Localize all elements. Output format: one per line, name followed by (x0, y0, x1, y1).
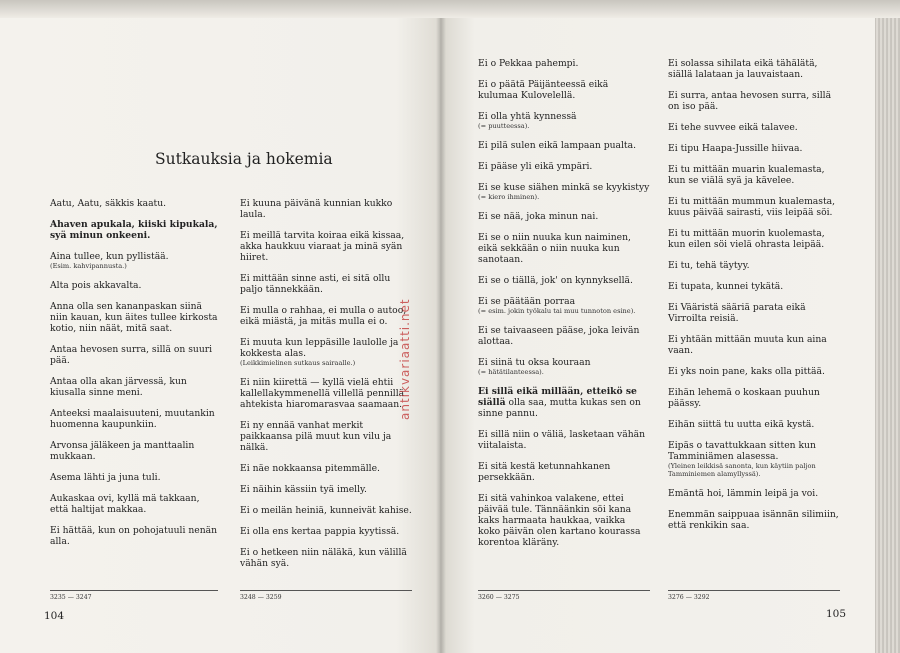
entry-range: 3235 — 3247 (50, 594, 92, 601)
saying-text: Ei tu mittään muarin kualemasta, kun se viälä syä ja kävelee. (668, 164, 825, 186)
saying-text: Ei sillä niin o väliä, lasketaan vähän viitalaista. (478, 429, 646, 451)
saying-entry (240, 230, 412, 263)
saying-entry (668, 281, 840, 292)
entry-range: 3276 — 3292 (668, 594, 710, 601)
saying-text: Ei se nää, joka minun nai. (478, 211, 599, 222)
saying-entry (50, 472, 218, 483)
page-edge (875, 18, 900, 653)
saying-text: Ei o päätä Päijänteessä eikä kulumaa Kulovelellä. (478, 79, 609, 101)
saying-text: Arvonsa jäläkeen ja manttaalin mukkaan. (50, 440, 195, 462)
saying-text: Ei se taivaaseen pääse, joka leivän alottaa. (478, 325, 640, 347)
saying-text: Ei mittään sinne asti, ei sitä ollu paljo tännekkään. (240, 273, 391, 295)
saying-entry (240, 377, 412, 410)
saying-text: Ei o hetkeen niin näläkä, kun välillä vähän syä. (240, 547, 407, 569)
saying-entry: Ei sillä eikä millään, etteikö se siällä olla saa, mutta kukas sen on sinne pannu. (478, 386, 641, 419)
saying-entry (478, 296, 650, 315)
page-title: Sutkauksia ja hokemia (155, 150, 333, 168)
saying-text: Ei pilä sulen eikä lampaan pualta. (478, 140, 637, 151)
saying-text: Aukaskaa ovi, kyllä mä takkaan, että haltijat makkaa. (50, 493, 200, 515)
saying-entry (668, 366, 840, 377)
saying-entry (240, 463, 412, 474)
saying-entry (478, 325, 650, 347)
saying-entry (668, 196, 840, 218)
saying-entry (478, 182, 650, 201)
saying-text: Ei solassa sihilata eikä tähälätä, siällä lalataan ja lauvaistaan. (668, 58, 818, 80)
saying-text: Emäntä hoi, lämmin leipä ja voi. (668, 488, 819, 499)
saying-entry (478, 357, 650, 376)
saying-text: Ei mulla o rahhaa, ei mulla o autoo, eikä miästä, ja mitäs mulla ei o. (240, 305, 407, 327)
saying-note: (Esim. kahvipannusta.) (50, 262, 127, 270)
saying-entry (668, 122, 840, 133)
saying-text: Eihän lehemä o koskaan puuhun päässy. (668, 387, 820, 409)
saying-text: Ei tu mittään muorin kuolemasta, kun eilen söi vielä ohrasta leipää. (668, 228, 825, 250)
page-number-left: 104 (44, 610, 65, 622)
saying-entry (240, 484, 412, 495)
saying-text: Ei surra, antaa hevosen surra, sillä on iso pää. (668, 90, 832, 112)
saying-bold-part: Ei sillä eikä millään, etteikö se siällä (478, 386, 637, 408)
saying-entry (240, 505, 412, 516)
saying-entry (50, 525, 218, 547)
right-column-2 (668, 58, 840, 541)
saying-text: Ei o meilän heiniä, kunneivät kahise. (240, 505, 412, 516)
watermark-text: antikvariaatti.net (398, 298, 412, 420)
top-shadow (0, 0, 900, 18)
saying-entry (668, 58, 840, 80)
saying-entry (478, 161, 650, 172)
saying-text: Ei se kuse siähen minkä se kyykistyy (478, 182, 650, 193)
saying-text: Asema lähti ja juna tuli. (50, 472, 161, 483)
saying-text: Ei olla ens kertaa pappia kyytissä. (240, 526, 400, 537)
saying-entry (50, 301, 218, 334)
saying-text: Ei olla yhtä kynnessä (478, 111, 577, 122)
saying-text: Ei tipu Haapa-Jussille hiivaa. (668, 143, 803, 154)
saying-entry (668, 488, 840, 499)
saying-entry (478, 79, 650, 101)
saying-text: Ei meillä tarvita koiraa eikä kissaa, akka haukkuu viaraat ja minä syän hiiret. (240, 230, 405, 263)
saying-entry (668, 143, 840, 154)
saying-entry (478, 111, 650, 130)
saying-entry (240, 305, 412, 327)
saying-entry (50, 493, 218, 515)
saying-entry (478, 493, 650, 548)
saying-text: Anna olla sen kananpaskan siinä niin kauan, kun äites tullee kirkosta kotio, niin näät, mitä saat. (50, 301, 218, 334)
left-column-1 (50, 198, 218, 557)
saying-entry (50, 198, 218, 209)
saying-text: Antaa hevosen surra, sillä on suuri pää. (50, 344, 213, 366)
saying-text: Ei o Pekkaa pahempi. (478, 58, 579, 69)
saying-entry (668, 164, 840, 186)
saying-note: (= hätätilanteessa). (478, 368, 544, 376)
saying-entry (668, 440, 840, 478)
saying-text: Antaa olla akan järvessä, kun kiusalla sinne meni. (50, 376, 187, 398)
saying-entry (668, 90, 840, 112)
saying-text: Ei muuta kun leppäsille laulolle ja kokkesta alas. (240, 337, 399, 359)
saying-text: Ei tu mittään mummun kualemasta, kuus päivää sairasti, viis leipää söi. (668, 196, 836, 218)
right-column-1 (478, 58, 650, 558)
saying-entry (50, 376, 218, 398)
saying-entry (478, 275, 650, 286)
left-column-2 (240, 198, 412, 579)
saying-text: Enemmän saippuaa isännän silimiin, että renkikin saa. (668, 509, 839, 531)
saying-note: (= kiero ihminen). (478, 193, 540, 201)
saying-text: Ei se päätään porraa (478, 296, 576, 307)
saying-entry (478, 140, 650, 151)
saying-text: Alta pois akkavalta. (50, 280, 142, 291)
gutter-shadow (436, 18, 446, 653)
saying-entry (478, 232, 650, 265)
saying-text: Ei se o niin nuuka kun naiminen, eikä sekkään o niin nuuka kun sanotaan. (478, 232, 631, 265)
saying-text: Ei Vääristä sääriä parata eikä Virroilta reisiä. (668, 302, 806, 324)
saying-entry (668, 509, 840, 531)
page-number-right: 105 (826, 608, 847, 620)
saying-entry (668, 260, 840, 271)
saying-text: Ei sitä vahinkoa valakene, ettei päivää tule. Tännäänkin söi kana kaks harmaata haukkaa, vaikka koko päivän olen kartano kourassa korentoa kläräny. (478, 493, 641, 548)
saying-entry (668, 228, 840, 250)
saying-text: Anteeksi maalaisuuteni, muutankin huomenna kaupunkiin. (50, 408, 215, 430)
saying-entry (50, 440, 218, 462)
saying-entry (50, 408, 218, 430)
saying-entry (478, 429, 650, 451)
saying-text: Ei näihin kässiin tyä imelly. (240, 484, 367, 495)
footer-rule (50, 590, 218, 591)
saying-text: Ei se o tiällä, jok' on kynnyksellä. (478, 275, 633, 286)
saying-text: Ei tu, tehä täytyy. (668, 260, 750, 271)
saying-entry (50, 280, 218, 291)
saying-text: Ei näe nokkaansa pitemmälle. (240, 463, 380, 474)
saying-text: Ei tupata, kunnei tykätä. (668, 281, 784, 292)
saying-text: Aatu, Aatu, säkkis kaatu. (50, 198, 167, 209)
saying-entry (240, 273, 412, 295)
saying-entry (668, 419, 840, 430)
entry-range: 3260 — 3275 (478, 594, 520, 601)
footer-rule (478, 590, 650, 591)
saying-entry (240, 547, 412, 569)
entry-range: 3248 — 3259 (240, 594, 282, 601)
saying-text: Ei ny ennää vanhat merkit paikkaansa pilä muut kun vilu ja nälkä. (240, 420, 392, 453)
saying-entry (240, 420, 412, 453)
saying-entry (50, 251, 218, 270)
saying-note: (Leikkimielinen sutkaus sairaalle.) (240, 359, 356, 367)
saying-text: Eipäs o tavattukkaan sitten kun Tamminiämen alasessa. (668, 440, 816, 462)
saying-text: Ei kuuna päivänä kunnian kukko laula. (240, 198, 393, 220)
saying-entry (240, 526, 412, 537)
saying-entry (478, 461, 650, 483)
saying-text: Ei hättää, kun on pohojatuuli nenän alla. (50, 525, 218, 547)
saying-entry (668, 302, 840, 324)
footer-rule (668, 590, 840, 591)
saying-text: Ei yhtään mittään muuta kun aina vaan. (668, 334, 827, 356)
saying-entry (240, 337, 412, 367)
saying-entry (240, 198, 412, 220)
saying-note: (= esim. jokin työkalu tai muu tunnoton esine). (478, 307, 636, 315)
saying-text: Aina tullee, kun pyllistää. (50, 251, 169, 262)
saying-note: (Yleinen leikkisä sanonta, kun käytiin paljon Tamminiemen alamyllyssä). (668, 462, 816, 478)
saying-text: Eihän siittä tu uutta eikä kystä. (668, 419, 815, 430)
saying-text: Ei siinä tu oksa kouraan (478, 357, 591, 368)
saying-text: Ei niin kiirettä — kyllä vielä ehtii kallellakymmenellä villellä pennillä ahtekista hiaromarasvaa saamaan. (240, 377, 405, 410)
saying-entry (50, 219, 218, 241)
saying-text: Ei tehe suvvee eikä talavee. (668, 122, 798, 133)
saying-note: (= puutteessa). (478, 122, 530, 130)
saying-text: Ahaven apukala, kiiski kipukala, syä minun onkeeni. (50, 219, 218, 241)
saying-text: Ei sitä kestä ketunnahkanen persekkään. (478, 461, 611, 483)
footer-rule (240, 590, 412, 591)
saying-text: Ei yks noin pane, kaks olla pittää. (668, 366, 825, 377)
saying-entry (478, 58, 650, 69)
saying-text: Ei pääse yli eikä ympäri. (478, 161, 593, 172)
saying-entry (668, 334, 840, 356)
saying-entry (50, 344, 218, 366)
saying-entry (478, 211, 650, 222)
saying-entry (668, 387, 840, 409)
